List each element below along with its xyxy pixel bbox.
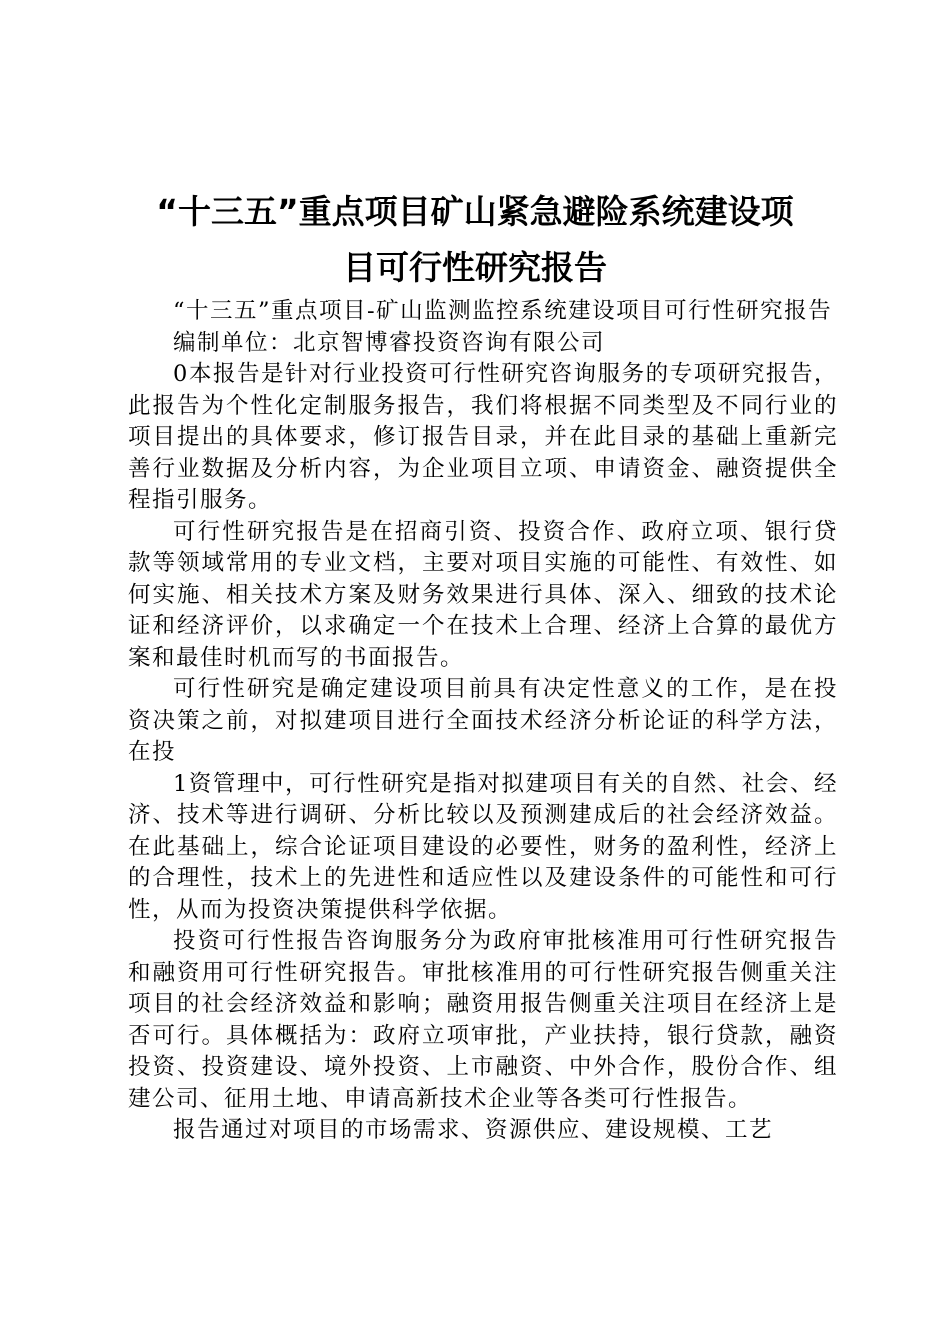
paragraph-compiler: 编制单位：北京智博睿投资咨询有限公司 [173,329,606,356]
document-title-line-2: 目可行性研究报告 [343,248,607,287]
document-body [128,296,838,1147]
paragraph-feasibility-importance: 可行性研究是确定建设项目前具有决定性意义的工作，是在投资决策之前，对拟建项目进行全面技术经济分析论证的科学方法，在投 [128,676,838,765]
document-title-line-1: “十三五”重点项目矿山紧急避险系统建设项 [156,192,794,231]
paragraph-service-types: 投资可行性报告咨询服务分为政府审批核准用可行性研究报告和融资用可行性研究报告。审批核准用的可行性研究报告侧重关注项目的社会经济效益和影响；融资用报告侧重关注项目在经济上是否可行。具体概括为：政府立项审批，产业扶持，银行贷款，融资投资、投资建设、境外投资、上市融资、中外合作，股份合作、组建公司、征用土地、申请高新技术企业等各类可行性报告。 [128,928,838,1112]
paragraph-feasibility-definition: 可行性研究报告是在招商引资、投资合作、政府立项、银行贷款等领域常用的专业文档，主要对项目实施的可能性、有效性、如何实施、相关技术方案及财务效果进行具体、深入、细致的技术论证和经济评价，以求确定一个在技术上合理、经济上合算的最优方案和最佳时机而写的书面报告。 [128,518,838,671]
paragraph-subtitle: “十三五”重点项目-矿山监测监控系统建设项目可行性研究报告 [173,298,833,324]
paragraph-report-analysis: 报告通过对项目的市场需求、资源供应、建设规模、工艺 [173,1117,774,1143]
paragraph-investment-management: 1资管理中，可行性研究是指对拟建项目有关的自然、社会、经济、技术等进行调研、分析比较以及预测建成后的社会经济效益。在此基础上，综合论证项目建设的必要性，财务的盈利性，经济上的合理性，技术上的先进性和适应性以及建设条件的可能性和可行性，从而为投资决策提供科学依据。 [128,770,838,923]
paragraph-report-intro: 0本报告是针对行业投资可行性研究咨询服务的专项研究报告，此报告为个性化定制服务报告，我们将根据不同类型及不同行业的项目提出的具体要求，修订报告目录，并在此目录的基础上重新完善行业数据及分析内容，为企业项目立项、申请资金、融资提供全程指引服务。 [128,361,838,513]
